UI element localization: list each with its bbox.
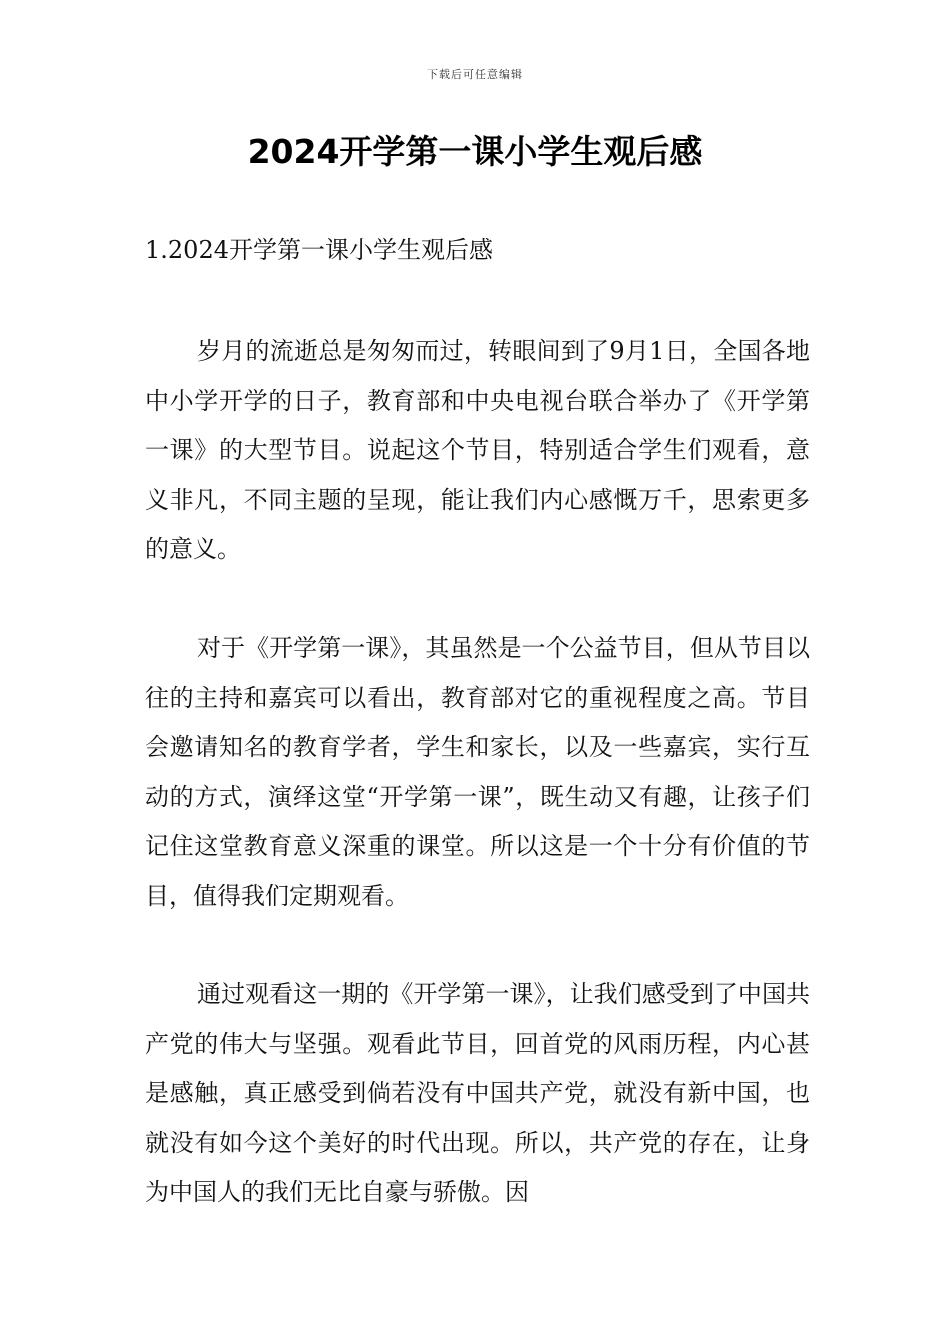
body-paragraph-1: 岁月的流逝总是匆匆而过，转眼间到了9月1日，全国各地中小学开学的日子，教育部和中央电视台联合举办了《开学第一课》的大型节目。说起这个节目，特别适合学生们观看，意义非凡，不同主题的呈现，能让我们内心感慨万千，思索更多的意义。 (145, 337, 810, 564)
body-paragraph-2: 对于《开学第一课》，其虽然是一个公益节目，但从节目以往的主持和嘉宾可以看出，教育部对它的重视程度之高。节目会邀请知名的教育学者，学生和家长，以及一些嘉宾，实行互动的方式，演绎这堂“开学第一课”，既生动又有趣，让孩子们记住这堂教育意义深重的课堂。所以这是一个十分有价值的节目，值得我们定期观看。 (145, 634, 810, 910)
section-heading: 1.2024开学第一课小学生观后感 (145, 236, 493, 264)
document-title: 2024开学第一课小学生观后感 (247, 132, 703, 171)
header-note: 下载后可任意编辑 (427, 68, 523, 81)
body-paragraph-3: 通过观看这一期的《开学第一课》，让我们感受到了中国共产党的伟大与坚强。观看此节目，回首党的风雨历程，内心甚是感触，真正感受到倘若没有中国共产党，就没有新中国，也就没有如今这个美好的时代出现。所以，共产党的存在，让身为中国人的我们无比自豪与骄傲。因 (145, 980, 810, 1207)
